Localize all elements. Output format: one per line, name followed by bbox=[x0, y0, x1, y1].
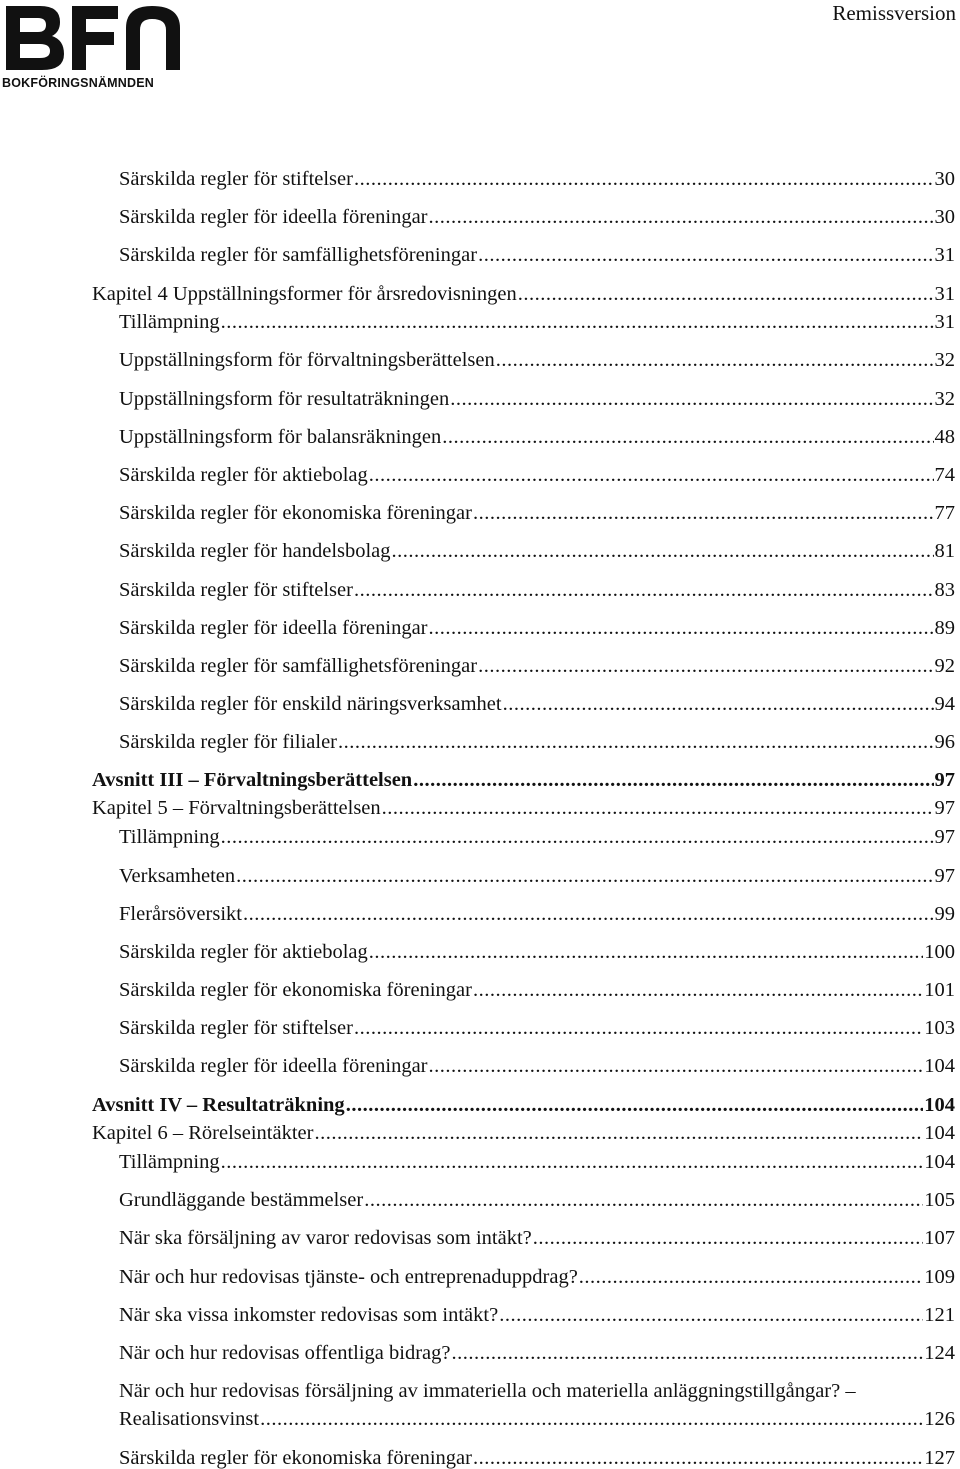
toc-entry-page-number: 97 bbox=[934, 768, 955, 791]
toc-entry-page-number: 30 bbox=[934, 167, 955, 190]
dot-leader bbox=[499, 1305, 923, 1326]
toc-entry-page-number: 126 bbox=[924, 1407, 955, 1430]
dot-leader bbox=[346, 1095, 924, 1116]
toc-entry-title: Särskilda regler för ideella föreningar bbox=[119, 1054, 428, 1077]
toc-entry-page-number: 100 bbox=[924, 940, 955, 963]
toc-entry-title: Grundläggande bestämmelser bbox=[119, 1188, 364, 1211]
dot-leader bbox=[579, 1267, 923, 1288]
toc-entry-page-number: 74 bbox=[934, 463, 955, 486]
dot-leader bbox=[221, 827, 934, 848]
toc-entry-title: Avsnitt III – Förvaltningsberättelsen bbox=[92, 768, 413, 791]
toc-entry[interactable] bbox=[0, 610, 955, 638]
dot-leader bbox=[413, 770, 933, 791]
toc-entry[interactable] bbox=[0, 934, 955, 962]
toc-entry[interactable] bbox=[0, 1010, 955, 1038]
toc-entry-title: Avsnitt IV – Resultaträkning bbox=[92, 1093, 345, 1116]
toc-entry[interactable] bbox=[0, 1144, 955, 1172]
dot-leader bbox=[478, 245, 933, 266]
toc-entry-title: Särskilda regler för handelsbolag bbox=[119, 539, 391, 562]
dot-leader bbox=[518, 284, 934, 305]
dot-leader bbox=[392, 541, 934, 562]
dot-leader bbox=[382, 798, 934, 819]
dot-leader bbox=[473, 980, 923, 1001]
dot-leader bbox=[364, 1190, 923, 1211]
dot-leader bbox=[369, 465, 934, 486]
toc-entry[interactable] bbox=[0, 1335, 955, 1363]
toc-entry[interactable] bbox=[0, 1220, 955, 1248]
dot-leader bbox=[314, 1123, 923, 1144]
toc-entry-title: Tillämpning bbox=[119, 310, 220, 333]
toc-entry-page-number: 31 bbox=[934, 243, 955, 266]
toc-entry-page-number: 32 bbox=[934, 348, 955, 371]
toc-entry[interactable] bbox=[0, 724, 955, 752]
dot-leader bbox=[450, 389, 933, 410]
toc-entry-page-number: 107 bbox=[924, 1226, 955, 1249]
toc-entry-page-number: 30 bbox=[934, 205, 955, 228]
toc-entry-page-number: 105 bbox=[924, 1188, 955, 1211]
toc-entry[interactable] bbox=[0, 457, 955, 485]
toc-entry-title: Särskilda regler för samfällighetsföreningar bbox=[119, 654, 478, 677]
toc-entry-page-number: 103 bbox=[924, 1016, 955, 1039]
toc-entry-title: Verksamheten bbox=[119, 864, 236, 887]
toc-entry[interactable] bbox=[0, 686, 955, 714]
toc-entry-page-number: 97 bbox=[934, 796, 955, 819]
dot-leader bbox=[429, 618, 934, 639]
toc-entry[interactable] bbox=[0, 1182, 955, 1210]
toc-entry-title: Uppställningsform för balansräkningen bbox=[119, 425, 442, 448]
dot-leader bbox=[354, 580, 934, 601]
toc-entry-title: Särskilda regler för aktiebolag bbox=[119, 940, 368, 963]
toc-entry[interactable] bbox=[0, 648, 955, 676]
dot-leader bbox=[442, 427, 933, 448]
dot-leader bbox=[354, 169, 934, 190]
toc-entry-title: Särskilda regler för ekonomiska föreningar bbox=[119, 1446, 472, 1469]
dot-leader bbox=[429, 207, 934, 228]
dot-leader bbox=[533, 1228, 924, 1249]
toc-entry-page-number: 89 bbox=[934, 616, 955, 639]
toc-entry-page-number: 104 bbox=[924, 1150, 955, 1173]
toc-entry[interactable] bbox=[0, 533, 955, 561]
toc-entry-page-number: 92 bbox=[934, 654, 955, 677]
toc-entry-title: Flerårsöversikt bbox=[119, 902, 242, 925]
dot-leader bbox=[354, 1018, 923, 1039]
toc-entry-title: Tillämpning bbox=[119, 1150, 220, 1173]
toc-entry-title: När ska vissa inkomster redovisas som intäkt? bbox=[119, 1303, 499, 1326]
toc-entry-title: Särskilda regler för ekonomiska föreningar bbox=[119, 978, 472, 1001]
toc-entry-page-number: 104 bbox=[924, 1121, 955, 1144]
toc-entry-page-number: 99 bbox=[934, 902, 955, 925]
toc-entry[interactable] bbox=[0, 304, 955, 332]
dot-leader bbox=[369, 942, 923, 963]
toc-section-entry[interactable] bbox=[0, 762, 955, 790]
dot-leader bbox=[496, 350, 934, 371]
dot-leader bbox=[473, 1448, 923, 1469]
toc-entry-page-number: 121 bbox=[924, 1303, 955, 1326]
toc-entry-title: Tillämpning bbox=[119, 825, 220, 848]
logo-caption: BOKFÖRINGSNÄMNDEN bbox=[2, 76, 155, 90]
toc-entry-page-number: 101 bbox=[924, 978, 955, 1001]
toc-entry-page-number: 31 bbox=[934, 310, 955, 333]
toc-entry-title: Kapitel 5 – Förvaltningsberättelsen bbox=[92, 796, 381, 819]
toc-entry-title: Särskilda regler för stiftelser bbox=[119, 1016, 353, 1039]
toc-entry-page-number: 109 bbox=[924, 1265, 955, 1288]
toc-entry-page-number: 96 bbox=[934, 730, 955, 753]
toc-entry-title: Särskilda regler för ideella föreningar bbox=[119, 616, 428, 639]
dot-leader bbox=[221, 312, 934, 333]
toc-section-entry[interactable] bbox=[0, 276, 955, 304]
toc-entry[interactable] bbox=[0, 1401, 955, 1429]
toc-entry-title: När och hur redovisas tjänste- och entreprenaduppdrag? bbox=[119, 1265, 578, 1288]
toc-entry-title: Kapitel 6 – Rörelseintäkter bbox=[92, 1121, 314, 1144]
toc-entry-title: Särskilda regler för filialer bbox=[119, 730, 338, 753]
toc-entry[interactable] bbox=[0, 161, 955, 189]
dot-leader bbox=[452, 1343, 924, 1364]
toc-entry-title: Särskilda regler för stiftelser bbox=[119, 578, 353, 601]
toc-entry-page-number: 127 bbox=[924, 1446, 955, 1469]
toc-entry-page-number: 104 bbox=[924, 1093, 955, 1116]
toc-entry-title: Särskilda regler för enskild näringsverksamhet bbox=[119, 692, 502, 715]
version-label: Remissversion bbox=[832, 1, 956, 25]
toc-entry-page-number: 83 bbox=[934, 578, 955, 601]
toc-entry-page-number: 32 bbox=[934, 387, 955, 410]
toc-entry-title: Särskilda regler för stiftelser bbox=[119, 167, 353, 190]
toc-entry-page-number: 31 bbox=[934, 282, 955, 305]
toc-section-entry[interactable] bbox=[0, 1115, 955, 1143]
toc-entry-page-number: 124 bbox=[924, 1341, 955, 1364]
dot-leader bbox=[236, 866, 933, 887]
toc-entry-title: Uppställningsform för resultaträkningen bbox=[119, 387, 450, 410]
toc-entry[interactable] bbox=[0, 896, 955, 924]
dot-leader bbox=[473, 503, 934, 524]
toc-entry[interactable] bbox=[0, 1259, 955, 1287]
toc-entry-title: Särskilda regler för samfällighetsföreningar bbox=[119, 243, 478, 266]
toc-section-entry[interactable] bbox=[0, 790, 955, 818]
toc-entry[interactable] bbox=[0, 572, 955, 600]
toc-entry[interactable] bbox=[0, 1048, 955, 1076]
dot-leader bbox=[503, 694, 934, 715]
toc-entry-title: Uppställningsform för förvaltningsberättelsen bbox=[119, 348, 495, 371]
toc-entry[interactable] bbox=[0, 1440, 955, 1468]
toc-entry[interactable] bbox=[0, 495, 955, 523]
dot-leader bbox=[429, 1056, 924, 1077]
toc-entry-title: Särskilda regler för ekonomiska föreningar bbox=[119, 501, 472, 524]
toc-entry[interactable] bbox=[0, 199, 955, 227]
toc-entry-page-number: 94 bbox=[934, 692, 955, 715]
toc-entry-title: Särskilda regler för ideella föreningar bbox=[119, 205, 428, 228]
dot-leader bbox=[478, 656, 933, 677]
toc-entry[interactable] bbox=[0, 819, 955, 847]
toc-section-entry[interactable] bbox=[0, 1087, 955, 1115]
toc-entry[interactable] bbox=[0, 237, 955, 265]
dot-leader bbox=[221, 1152, 924, 1173]
dot-leader bbox=[260, 1409, 923, 1430]
toc-entry[interactable] bbox=[0, 858, 955, 886]
toc-entry-page-number: 97 bbox=[934, 825, 955, 848]
dot-leader bbox=[338, 732, 933, 753]
toc-entry[interactable] bbox=[0, 381, 955, 409]
toc-entry-page-number: 77 bbox=[934, 501, 955, 524]
toc-entry-page-number: 81 bbox=[934, 539, 955, 562]
toc-entry-page-number: 48 bbox=[934, 425, 955, 448]
toc-entry-title-continued: När och hur redovisas försäljning av immateriella och materiella anläggningstillgångar? – bbox=[119, 1379, 856, 1402]
toc-entry-title: När och hur redovisas offentliga bidrag? bbox=[119, 1341, 451, 1364]
toc-entry[interactable] bbox=[0, 1297, 955, 1325]
toc-entry[interactable] bbox=[0, 419, 955, 447]
dot-leader bbox=[243, 904, 934, 925]
toc-entry[interactable] bbox=[0, 972, 955, 1000]
toc-entry-title: Särskilda regler för aktiebolag bbox=[119, 463, 368, 486]
toc-entry-page-number: 104 bbox=[924, 1054, 955, 1077]
toc-entry-title: Kapitel 4 Uppställningsformer för årsredovisningen bbox=[92, 282, 517, 305]
toc-entry-title: Realisationsvinst bbox=[119, 1407, 260, 1430]
toc-entry[interactable] bbox=[0, 342, 955, 370]
toc-entry-page-number: 97 bbox=[934, 864, 955, 887]
toc-entry-title: När ska försäljning av varor redovisas som intäkt? bbox=[119, 1226, 532, 1249]
